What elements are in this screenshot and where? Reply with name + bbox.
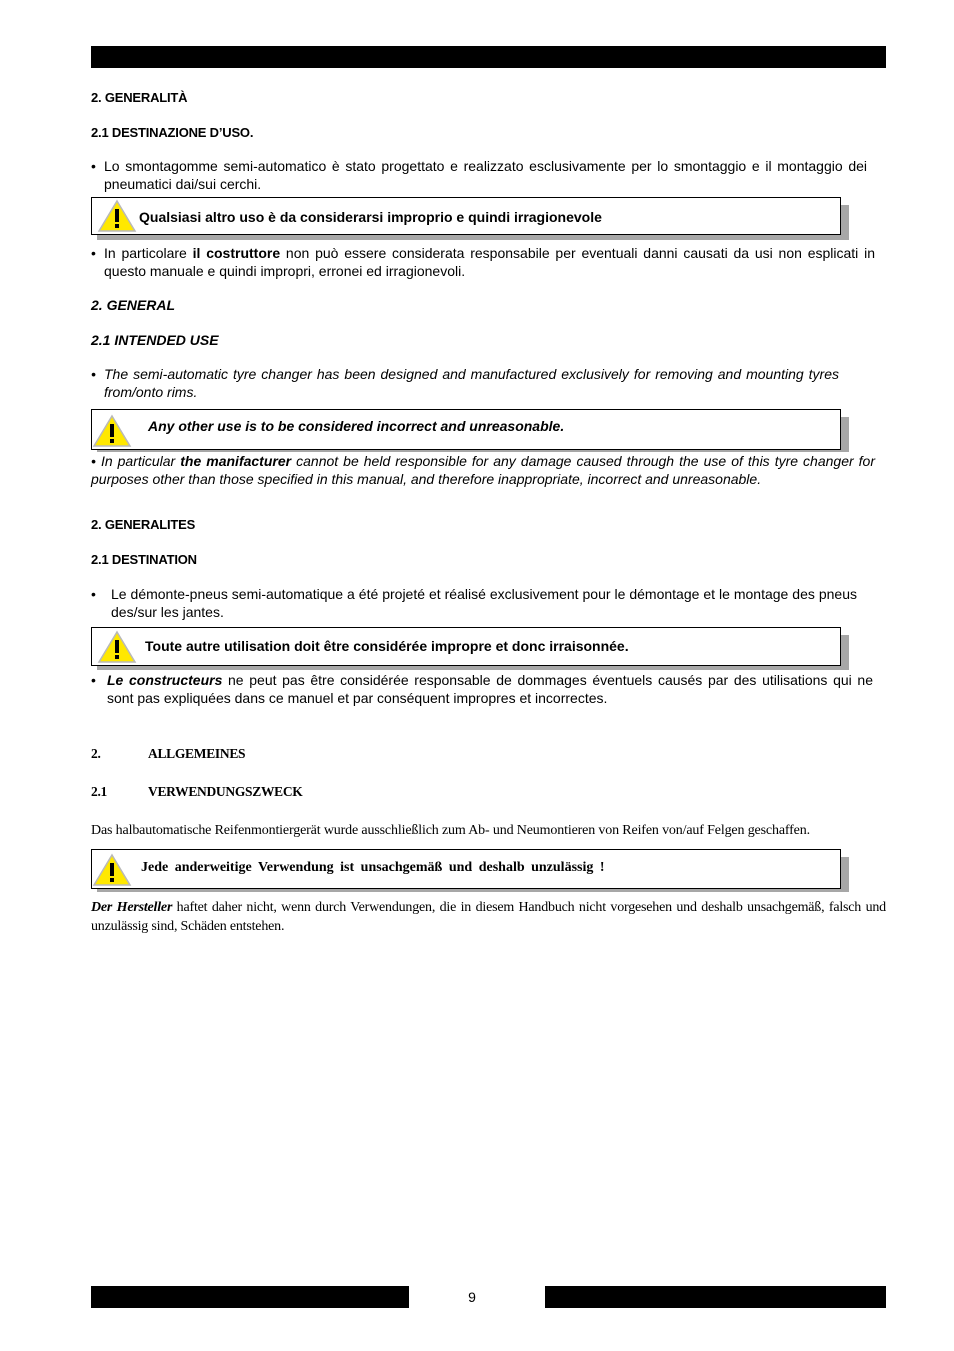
it-bullet-1: • — [91, 158, 96, 174]
en-warning-box — [91, 409, 841, 450]
en-bullet-1: • — [91, 366, 96, 382]
de-subsection-number: 2.1 — [91, 784, 107, 799]
warning-triangle-icon — [97, 199, 137, 233]
fr-manufacturer-term: Le constructeurs — [107, 672, 223, 688]
footer-bar-right — [545, 1286, 886, 1308]
en-manufacturer-term: the manifacturer — [180, 453, 292, 469]
page-number: 9 — [468, 1289, 476, 1305]
it-manufacturer-term: il costruttore — [192, 245, 281, 261]
fr-subsection-title: 2.1 DESTINATION — [91, 552, 197, 567]
de-section-title: ALLGEMEINES — [148, 746, 246, 761]
en-warning-text: Any other use is to be considered incorrect and unreasonable. — [148, 418, 565, 434]
de-warning-box — [91, 849, 841, 889]
fr-bullet-2: • — [91, 672, 96, 688]
de-section-number: 2. — [91, 746, 101, 761]
fr-bullet-1: • — [91, 586, 96, 602]
en-paragraph-1: The semi-automatic tyre changer has been designed and manufactured exclusively for removing and mounting tyres from/onto rims. — [104, 366, 839, 400]
en-subsection-title: 2.1 INTENDED USE — [91, 332, 219, 348]
it-paragraph-2: In particolare il costruttore non può essere considerata responsabile per eventuali danni causati da usi non esplicati in questo manuale e quindi impropri, erronei ed irragionevoli. — [104, 245, 875, 279]
de-paragraph-2: Der Hersteller haftet daher nicht, wenn durch Verwendungen, die in diesem Handbuch nicht vorgesehen und deshalb unsachgemäß, falsch und unzulässig sind, Schäden entstehen. — [91, 900, 886, 934]
it-section-title: 2. GENERALITÀ — [91, 90, 188, 105]
it-bullet-2: • — [91, 245, 96, 261]
fr-paragraph-2: Le constructeurs ne peut pas être considérée responsable de dommages éventuels causés par des utilisations qui ne sont pas expliquées dans ce manuel et par conséquent impropres et incorrectes. — [107, 672, 873, 706]
fr-warning-text: Toute autre utilisation doit être considérée impropre et donc irraisonnée. — [145, 638, 629, 654]
de-warning-text: Jede anderweitige Verwendung ist unsachgemäß und deshalb unzulässig ! — [141, 860, 605, 875]
header-bar — [91, 46, 886, 68]
warning-triangle-icon — [97, 630, 137, 664]
footer-bar-left — [91, 1286, 409, 1308]
fr-section-title: 2. GENERALITES — [91, 517, 196, 532]
de-manufacturer-term: Der Hersteller — [91, 900, 173, 915]
warning-triangle-icon — [92, 853, 132, 887]
it-subsection-title: 2.1 DESTINAZIONE D’USO. — [91, 125, 254, 140]
fr-warning-box — [91, 627, 841, 666]
de-paragraph-1: Das halbautomatische Reifenmontiergerät wurde ausschließlich zum Ab- und Neumontieren von Reifen von/auf Felgen geschaffen. — [91, 823, 810, 838]
it-warning-text: Qualsiasi altro uso è da considerarsi improprio e quindi irragionevole — [139, 209, 602, 225]
it-paragraph-1: Lo smontagomme semi-automatico è stato progettato e realizzato esclusivamente per lo smontaggio e il montaggio dei pneumatici dai/sui cerchi. — [104, 158, 867, 192]
en-section-title: 2. GENERAL — [91, 297, 176, 313]
warning-triangle-icon — [92, 414, 132, 448]
fr-paragraph-1: Le démonte-pneus semi-automatique a été projeté et réalisé exclusivement pour le démontage et le montage des pneus des/sur les jantes. — [111, 586, 857, 620]
de-subsection-title: VERWENDUNGSZWECK — [148, 784, 303, 799]
en-paragraph-2: • In particular the manifacturer cannot be held responsible for any damage caused through the use of this tyre changer for purposes other than those specified in this manual, and therefore inappropriate, incorrect and unreasonable. — [91, 453, 876, 487]
it-warning-box — [91, 197, 841, 235]
